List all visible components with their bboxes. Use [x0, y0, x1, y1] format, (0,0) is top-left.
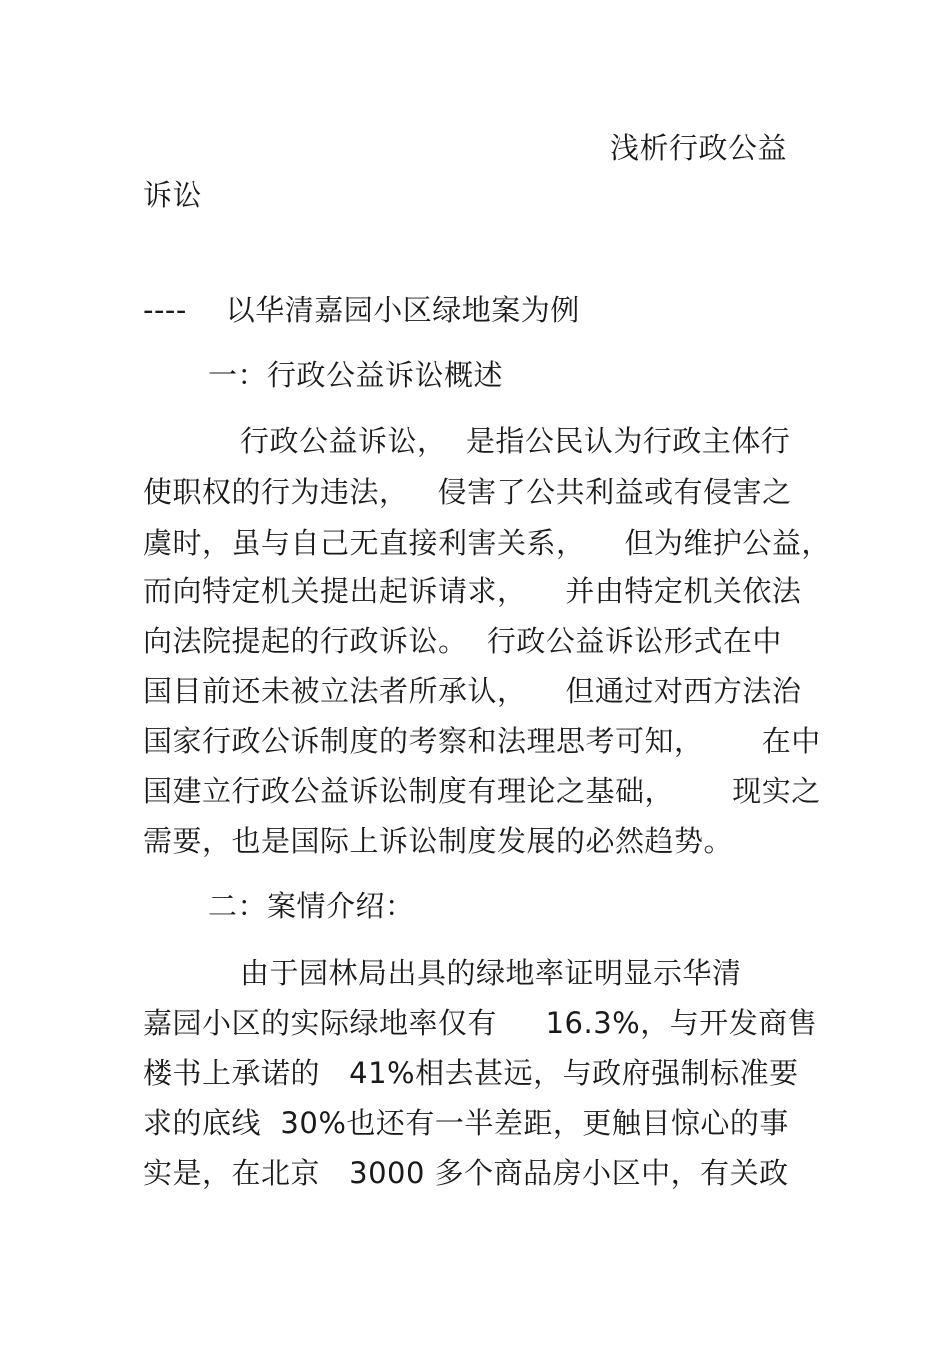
section1-line: 需要，也是国际上诉讼制度发展的必然趋势。 — [143, 824, 734, 858]
section1-heading: 一：行政公益诉讼概述 — [208, 358, 504, 392]
section2-line: 求的底线 30%也还有一半差距，更触目惊心的事 — [143, 1106, 789, 1140]
section2-line: 嘉园小区的实际绿地率仅有 16.3%，与开发商售 — [143, 1006, 818, 1040]
document-subtitle: ---- 以华清嘉园小区绿地案为例 — [143, 293, 580, 327]
section1-line: 国家行政公诉制度的考察和法理思考可知， 在中 — [143, 724, 821, 758]
section1-line: 国建立行政公益诉讼制度有理论之基础， 现实之 — [143, 774, 821, 808]
section2-line: 实是，在北京 3000 多个商品房小区中，有关政 — [143, 1156, 789, 1190]
section2-line: 楼书上承诺的 41%相去甚远，与政府强制标准要 — [143, 1056, 799, 1090]
document-title-part2: 诉讼 — [143, 178, 203, 212]
section1-line: 国目前还未被立法者所承认， 但通过对西方法治 — [143, 674, 802, 708]
section1-line: 向法院提起的行政诉讼。 行政公益诉讼形式在中 — [143, 624, 782, 658]
section1-line: 而向特定机关提出起诉请求， 并由特定机关依法 — [143, 574, 802, 608]
document-title-part1: 浅析行政公益 — [610, 131, 788, 165]
section1-line: 行政公益诉讼， 是指公民认为行政主体行 — [240, 424, 791, 458]
section2-heading: 二：案情介绍： — [208, 889, 415, 923]
section1-line: 使职权的行为违法， 侵害了公共利益或有侵害之 — [143, 475, 792, 509]
section1-line: 虞时，虽与自己无直接利害关系， 但为维护公益， — [143, 526, 831, 560]
section2-line: 由于园林局出具的绿地率证明显示华清 — [240, 956, 742, 990]
